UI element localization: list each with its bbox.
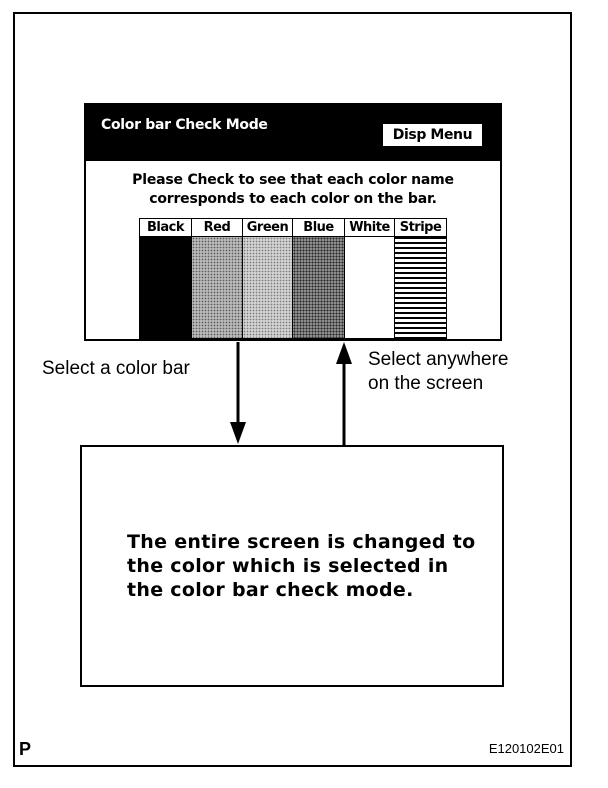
instruction-line-1: Please Check to see that each color name (132, 172, 454, 188)
bar-label: Black (140, 219, 191, 237)
result-description (127, 530, 475, 602)
disp-menu-button[interactable]: Disp Menu (382, 123, 483, 147)
screen-title: Color bar Check Mode (101, 117, 268, 133)
result-line-2: the color which is selected in (127, 555, 449, 577)
bar-label: Blue (293, 219, 344, 237)
bar-label: White (345, 219, 394, 237)
select-anywhere-line-2: on the screen (368, 373, 484, 394)
result-line-3: the color bar check mode. (127, 579, 414, 601)
arrow-down (230, 342, 246, 444)
arrow-up (336, 342, 352, 445)
result-line-1: The entire screen is changed to (127, 531, 476, 553)
figure-code: E120102E01 (488, 741, 564, 756)
bar-label: Green (243, 219, 292, 237)
select-anywhere-label (368, 348, 508, 396)
full-color-screen[interactable] (80, 445, 504, 687)
instruction-line-2: corresponds to each color on the bar. (149, 191, 437, 207)
select-color-bar-label: Select a color bar (42, 358, 190, 379)
bar-label: Red (192, 219, 242, 237)
bar-label: Stripe (395, 219, 446, 237)
select-anywhere-line-1: Select anywhere (368, 349, 509, 370)
corner-letter: P (19, 739, 32, 759)
